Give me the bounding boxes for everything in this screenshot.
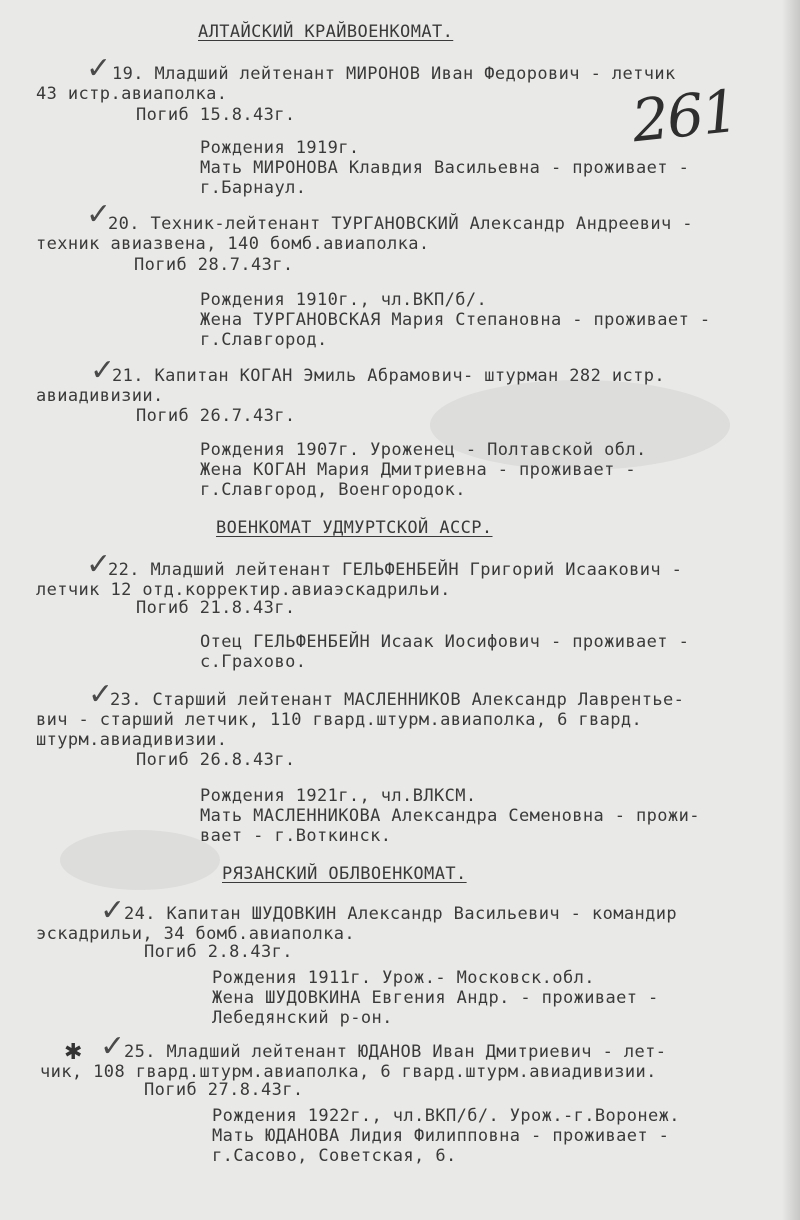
- page-edge-shadow: [782, 0, 800, 1220]
- entry-21-line-2: авиадивизии.: [36, 386, 164, 406]
- entry-24-birth: Рождения 1911г. Урож.- Московск.обл.: [212, 968, 595, 988]
- entry-19-death: Погиб 15.8.43г.: [136, 105, 296, 125]
- entry-22-line-1: 22. Младший лейтенант ГЕЛЬФЕНБЕЙН Григорий Исаакович -: [108, 560, 683, 580]
- entry-23-address: вает - г.Воткинск.: [200, 826, 392, 846]
- section-heading-udmurt: ВОЕНКОМАТ УДМУРТСКОЙ АССР.: [216, 518, 493, 538]
- entry-24-line-1: 24. Капитан ШУДОВКИН Александр Васильевич - командир: [124, 904, 678, 924]
- checkmark-icon: ✓: [86, 51, 112, 86]
- entry-20-birth: Рождения 1910г., чл.ВКП/б/.: [200, 290, 488, 310]
- entry-24-address: Лебедянский р-он.: [212, 1008, 393, 1028]
- entry-21-address: г.Славгород, Военгородок.: [200, 480, 466, 500]
- entry-24-line-2: эскадрильи, 34 бомб.авиаполка.: [36, 924, 356, 944]
- checkmark-icon: ✓: [88, 677, 114, 712]
- entry-19-line-2: 43 истр.авиаполка.: [36, 84, 228, 104]
- paper-stain: [60, 830, 220, 890]
- entry-20-address: г.Славгород.: [200, 330, 328, 350]
- asterisk-mark-icon: ✱: [64, 1040, 83, 1065]
- checkmark-icon: ✓: [86, 197, 112, 232]
- entry-21-birth: Рождения 1907г. Уроженец - Полтавской обл.: [200, 440, 647, 460]
- entry-23-relative: Мать МАСЛЕННИКОВА Александра Семеновна - прожи-: [200, 806, 700, 826]
- entry-19-line-1: 19. Младший лейтенант МИРОНОВ Иван Федорович - летчик: [112, 64, 676, 84]
- entry-19-address: г.Барнаул.: [200, 178, 307, 198]
- entry-25-line-2: чик, 108 гвард.штурм.авиаполка, 6 гвард.штурм.авиадивизии.: [40, 1062, 657, 1082]
- entry-20-death: Погиб 28.7.43г.: [134, 255, 294, 275]
- entry-25-birth: Рождения 1922г., чл.ВКП/б/. Урож.-г.Воронеж.: [212, 1106, 680, 1126]
- entry-19-birth: Рождения 1919г.: [200, 138, 360, 158]
- entry-23-death: Погиб 26.8.43г.: [136, 750, 296, 770]
- entry-23-birth: Рождения 1921г., чл.ВЛКСМ.: [200, 786, 477, 806]
- entry-23-line-2: вич - старший летчик, 110 гвард.штурм.авиаполка, 6 гвард.: [36, 710, 643, 730]
- entry-24-death: Погиб 2.8.43г.: [144, 942, 293, 962]
- checkmark-icon: ✓: [100, 1029, 126, 1064]
- entry-25-address: г.Сасово, Советская, 6.: [212, 1146, 457, 1166]
- entry-23-line-3: штурм.авиадивизии.: [36, 730, 228, 750]
- entry-21-relative: Жена КОГАН Мария Дмитриевна - проживает -: [200, 460, 637, 480]
- entry-25-relative: Мать ЮДАНОВА Лидия Филипповна - проживает -: [212, 1126, 670, 1146]
- entry-20-relative: Жена ТУРГАНОВСКАЯ Мария Степановна - проживает -: [200, 310, 711, 330]
- checkmark-icon: ✓: [86, 547, 112, 582]
- section-heading-altai: АЛТАЙСКИЙ КРАЙВОЕНКОМАТ.: [198, 22, 454, 42]
- entry-21-death: Погиб 26.7.43г.: [136, 406, 296, 426]
- entry-19-relative: Мать МИРОНОВА Клавдия Васильевна - проживает -: [200, 158, 690, 178]
- entry-24-relative: Жена ШУДОВКИНА Евгения Андр. - проживает -: [212, 988, 659, 1008]
- entry-22-relative: Отец ГЕЛЬФЕНБЕЙН Исаак Иосифович - проживает -: [200, 632, 690, 652]
- entry-25-death: Погиб 27.8.43г.: [144, 1080, 304, 1100]
- entry-22-line-2: летчик 12 отд.корректир.авиаэскадрильи.: [36, 580, 451, 600]
- entry-20-line-2: техник авиазвена, 140 бомб.авиаполка.: [36, 234, 430, 254]
- entry-23-line-1: 23. Старший лейтенант МАСЛЕННИКОВ Александр Лаврентье-: [110, 690, 685, 710]
- entry-20-line-1: 20. Техник-лейтенант ТУРГАНОВСКИЙ Александр Андреевич -: [108, 214, 693, 234]
- checkmark-icon: ✓: [90, 353, 116, 388]
- section-heading-ryazan: РЯЗАНСКИЙ ОБЛВОЕНКОМАТ.: [222, 864, 467, 884]
- entry-21-line-1: 21. Капитан КОГАН Эмиль Абрамович- штурман 282 истр.: [112, 366, 666, 386]
- entry-25-line-1: 25. Младший лейтенант ЮДАНОВ Иван Дмитриевич - лет-: [124, 1042, 667, 1062]
- handwritten-folio-number: 261: [628, 76, 740, 156]
- entry-22-death: Погиб 21.8.43г.: [136, 598, 296, 618]
- checkmark-icon: ✓: [100, 893, 126, 928]
- entry-22-address: с.Грахово.: [200, 652, 307, 672]
